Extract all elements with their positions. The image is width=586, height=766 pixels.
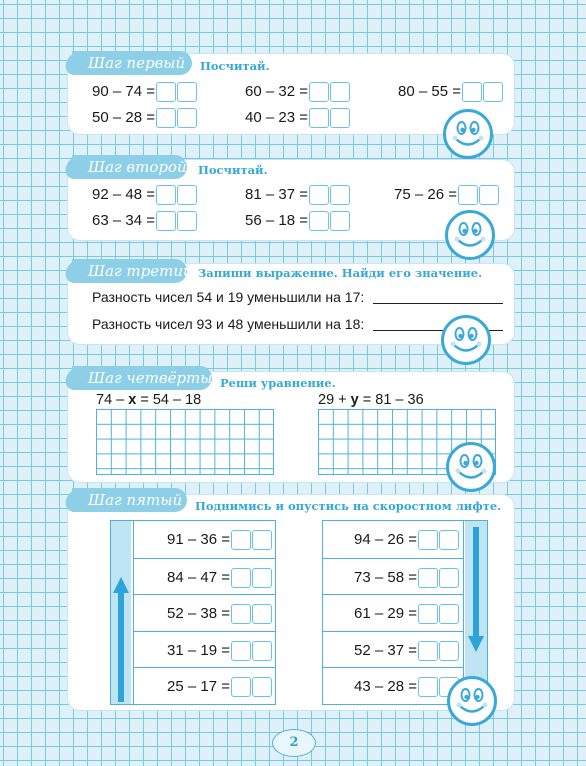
answer-box[interactable] (462, 82, 482, 102)
exercise: 90 – 74 = (92, 81, 197, 103)
step-2-title: Шаг второй (72, 155, 187, 179)
lift-row: 94 – 26 = (323, 521, 463, 558)
answer-box[interactable] (330, 82, 350, 102)
answer-box[interactable] (330, 185, 350, 205)
lift-row: 84 – 47 = (134, 558, 276, 595)
smiley-face-icon (445, 441, 497, 493)
lift-row: 25 – 17 = (134, 667, 276, 704)
answer-box[interactable] (439, 641, 459, 661)
step-1-title: Шаг первый (72, 51, 192, 75)
answer-box[interactable] (231, 530, 251, 550)
answer-box[interactable] (156, 185, 176, 205)
step-3-title: Шаг третий (72, 259, 187, 283)
equation: 29 + y = 81 – 36 (318, 392, 424, 408)
answer-box[interactable] (177, 185, 197, 205)
lift-row: 43 – 28 = (323, 667, 463, 704)
step-2-instruction: Посчитай. (198, 163, 268, 177)
step-5-title: Шаг пятый (72, 488, 187, 512)
answer-box[interactable] (177, 211, 197, 231)
answer-box[interactable] (156, 211, 176, 231)
answer-box[interactable] (231, 604, 251, 624)
step-4-instruction: Реши уравнение. (220, 376, 336, 390)
step-1-instruction: Посчитай. (200, 59, 270, 73)
page-number: 2 (272, 729, 316, 757)
answer-box[interactable] (309, 82, 329, 102)
equation: 74 – x = 54 – 18 (96, 392, 202, 408)
exercise: 75 – 26 = (394, 184, 499, 206)
exercise: 92 – 48 = (92, 184, 197, 206)
answer-box[interactable] (458, 185, 478, 205)
smiley-face-icon (446, 675, 498, 727)
answer-box[interactable] (483, 82, 503, 102)
answer-box[interactable] (231, 641, 251, 661)
answer-box[interactable] (309, 211, 329, 231)
exercise: 50 – 28 = (92, 107, 197, 129)
lift-row: 91 – 36 = (134, 521, 276, 558)
exercise: 80 – 55 = (398, 81, 503, 103)
task-text: Разность чисел 54 и 19 уменьшили на 17: (92, 289, 365, 305)
answer-box[interactable] (439, 568, 459, 588)
answer-box[interactable] (309, 185, 329, 205)
answer-box[interactable] (156, 82, 176, 102)
exercise: 81 – 37 = (245, 184, 350, 206)
smiley-face-icon (440, 314, 492, 366)
task-text: Разность чисел 93 и 48 уменьшили на 18: (92, 316, 365, 332)
arrow-down-icon (468, 527, 484, 652)
exercise: 60 – 32 = (245, 81, 350, 103)
answer-box[interactable] (418, 604, 438, 624)
lift-row: 73 – 58 = (323, 558, 463, 595)
answer-box[interactable] (418, 641, 438, 661)
arrow-up-icon (113, 577, 129, 702)
answer-box[interactable] (330, 108, 350, 128)
answer-box[interactable] (177, 108, 197, 128)
answer-box[interactable] (330, 211, 350, 231)
answer-box[interactable] (418, 568, 438, 588)
answer-box[interactable] (252, 604, 272, 624)
lift-row: 61 – 29 = (323, 594, 463, 631)
answer-box[interactable] (252, 641, 272, 661)
answer-box[interactable] (156, 108, 176, 128)
exercise: 63 – 34 = (92, 210, 197, 232)
smiley-face-icon (444, 209, 496, 261)
answer-box[interactable] (418, 530, 438, 550)
answer-box[interactable] (252, 530, 272, 550)
lift-row: 52 – 38 = (134, 594, 276, 631)
lift-row: 52 – 37 = (323, 631, 463, 668)
step-4-title: Шаг четвёртый (72, 366, 212, 390)
step-5-instruction: Поднимись и опустись на скоростном лифте. (195, 499, 502, 513)
answer-box[interactable] (231, 677, 251, 697)
solution-grid[interactable] (96, 409, 274, 475)
answer-box[interactable] (479, 185, 499, 205)
step-3-instruction: Запиши выражение. Найди его значение. (198, 266, 483, 280)
answer-box[interactable] (439, 530, 459, 550)
lift-up (110, 520, 276, 705)
answer-box[interactable] (231, 568, 251, 588)
lift-row: 31 – 19 = (134, 631, 276, 668)
answer-box[interactable] (309, 108, 329, 128)
exercise: 56 – 18 = (245, 210, 350, 232)
smiley-face-icon (442, 108, 494, 160)
exercise: 40 – 23 = (245, 107, 350, 129)
answer-box[interactable] (252, 568, 272, 588)
answer-box[interactable] (418, 677, 438, 697)
answer-line[interactable] (373, 303, 503, 304)
answer-box[interactable] (252, 677, 272, 697)
answer-box[interactable] (439, 604, 459, 624)
answer-box[interactable] (177, 82, 197, 102)
